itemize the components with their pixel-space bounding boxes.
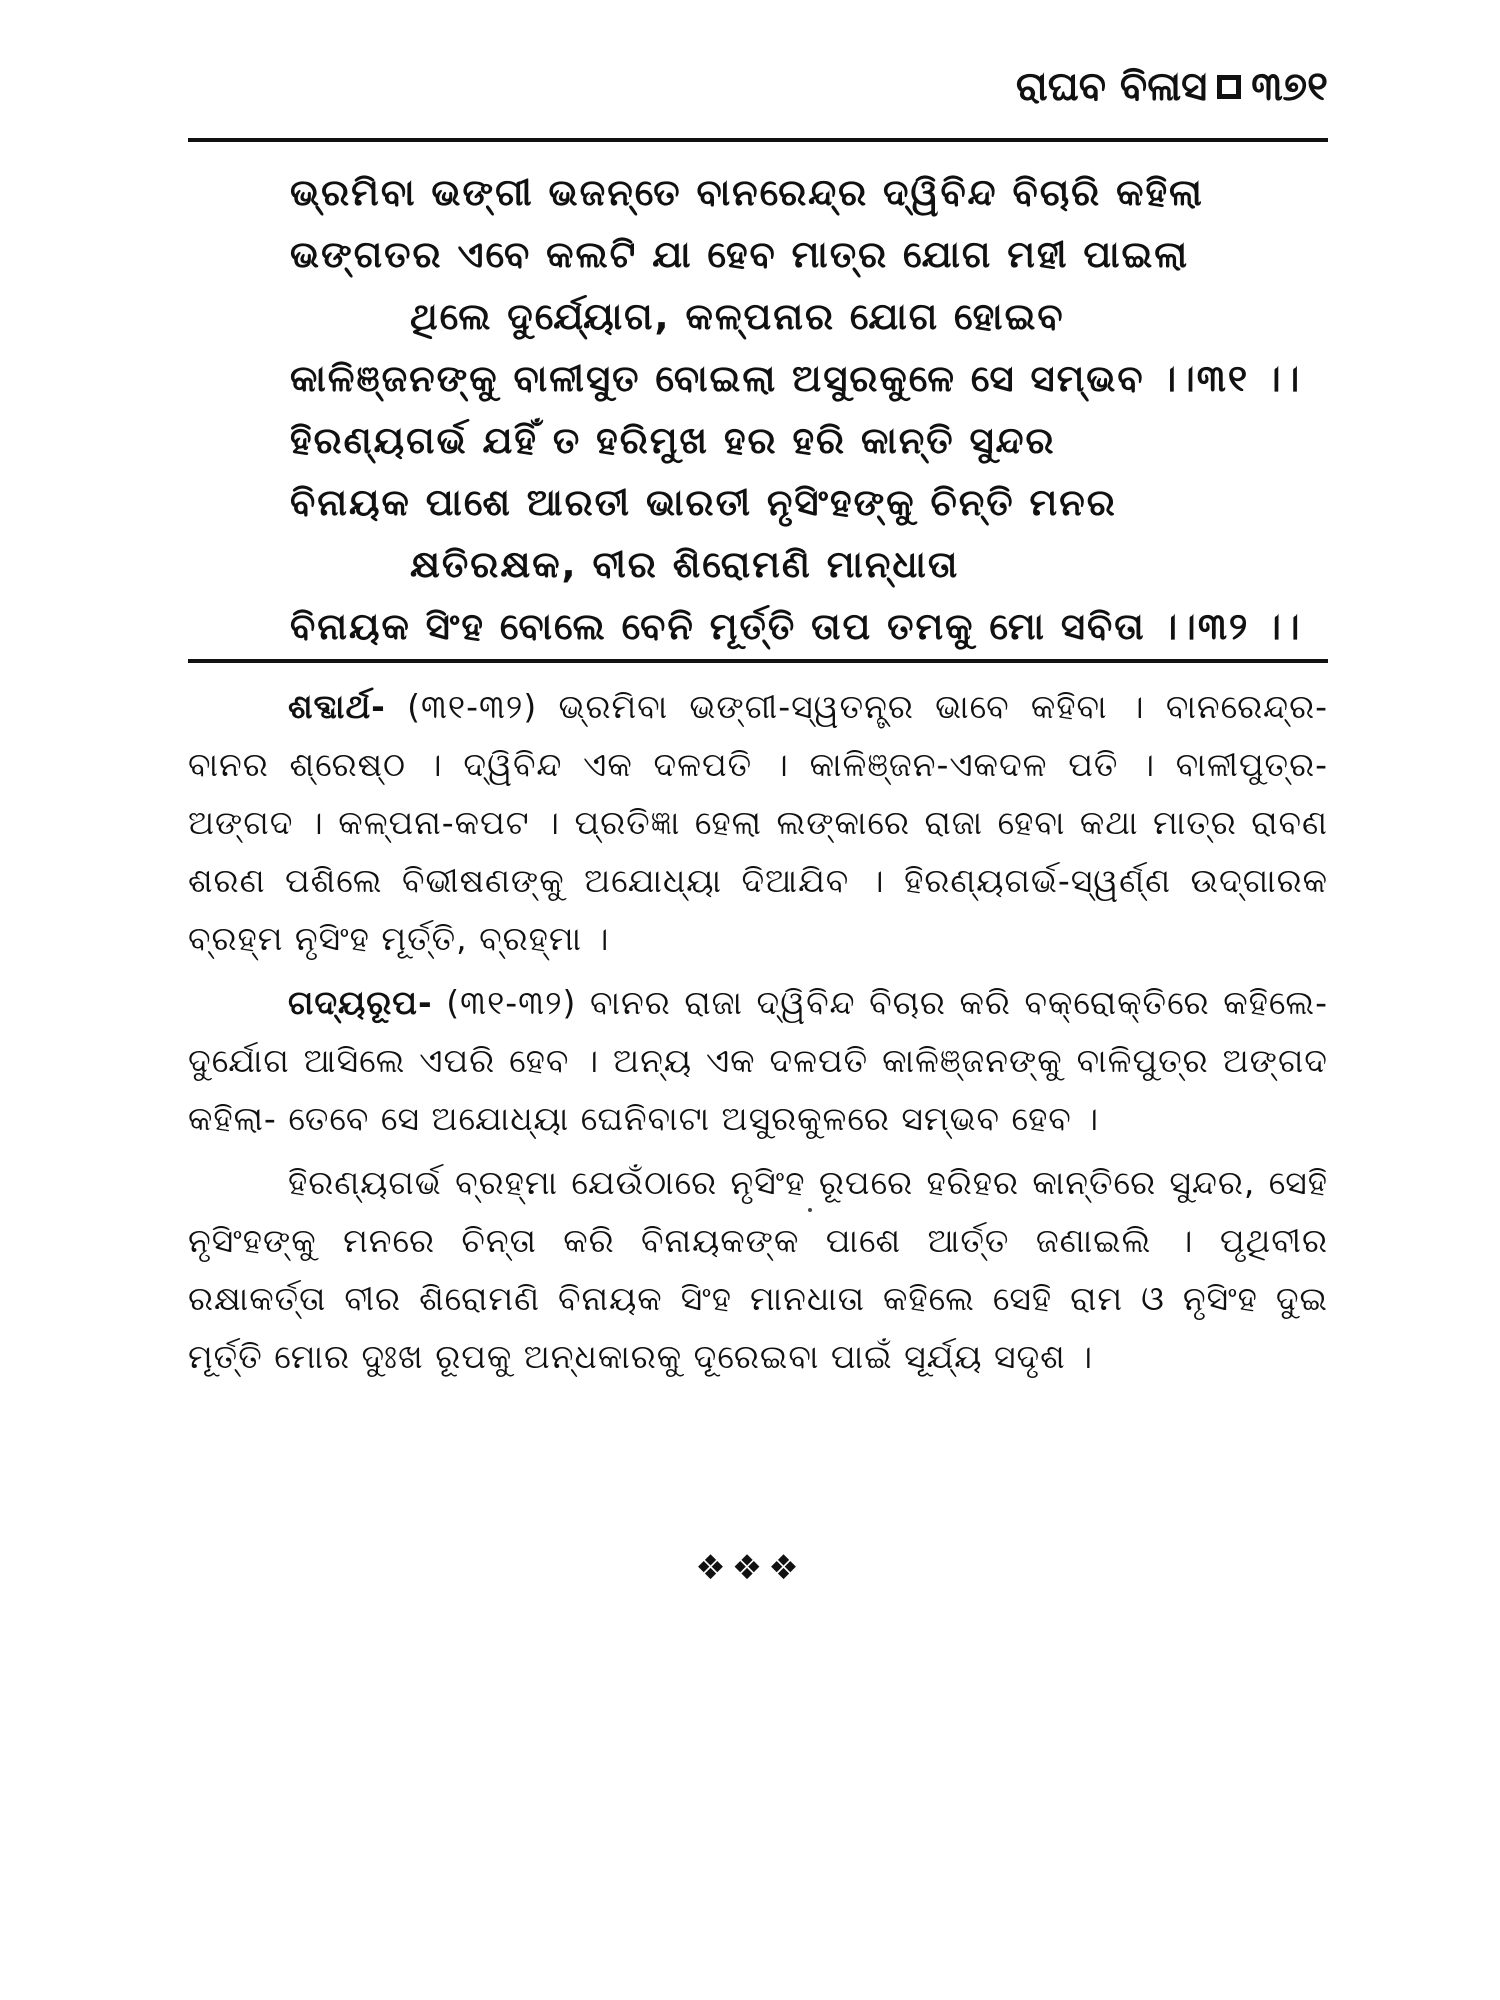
verse-line: କାଳିଞ୍ଜନଙ୍କୁ ବାଳୀସୁତ ବୋଇଲା ଅସୁରକୁଳେ ସେ ସମ୍ଭବ ।।୩୧ ।। (290, 357, 1302, 400)
page-number: ୩୭୧ (1251, 64, 1328, 110)
prose-form-text: (୩୧-୩୨) ବାନର ରାଜା ଦ୍ୱିବିନ୍ଦ ବିଚାର କରି ବକ୍ରୋକ୍ତିରେ କହିଲେ- ଦୁର୍ଯୋଗ ଆସିଲେ ଏପରି ହେବ । ଅନ୍ୟ ଏକ ଦଳପତି କାଳିଞ୍ଜନଙ୍କୁ ବାଳିପୁତ୍ର ଅଙ୍ଗଦ କହିଲା- ତେବେ ସେ ଅଯୋଧ୍ୟା ଘେନିବାଟା ଅସୁରକୁଳରେ ସମ୍ଭବ ହେବ । (188, 983, 1328, 1138)
prose-form-label: ଗଦ୍ୟରୂପ- (288, 983, 433, 1022)
commentary-block (188, 678, 1328, 1392)
verse-block (290, 162, 1330, 658)
running-header (1016, 64, 1328, 110)
verse-line: ଭଙ୍ଗତର ଏବେ କଲଟି ଯା ହେବ ମାତ୍ର ଯୋଗ ମହୀ ପାଇଲା (290, 233, 1190, 276)
verse-line: କ୍ଷତିରକ୍ଷକ, ବୀର ଶିରୋମଣି ମାନ୍ଧାତା (410, 543, 960, 586)
verse-line: ଭ୍ରମିବା ଭଙ୍ଗୀ ଭଜନ୍ତେ ବାନରେନ୍ଦ୍ର ଦ୍ୱିବିନ୍ଦ ବିଚାରି କହିଲା (290, 171, 1204, 214)
scan-speck (808, 1208, 812, 1212)
verse-line: ବିନାୟକ ପାଶେ ଆରତୀ ଭାରତୀ ନୃସିଂହଙ୍କୁ ଚିନ୍ତି ମନର (290, 481, 1117, 524)
verse-rule (188, 659, 1328, 663)
explanation-text: ହିରଣ୍ୟଗର୍ଭ ବ୍ରହ୍ମା ଯେଉଁଠାରେ ନୃସିଂହ ରୂପରେ ହରିହର କାନ୍ତିରେ ସୁନ୍ଦର, ସେହି ନୃସିଂହଙ୍କୁ ମନରେ ଚିନ୍ତା କରି ବିନାୟକଙ୍କ ପାଶେ ଆର୍ତ୍ତ ଜଣାଇଲି । ପୃଥିବୀର ରକ୍ଷାକର୍ତ୍ତା ବୀର ଶିରୋମଣି ବିନାୟକ ସିଂହ ମାନଧାତା କହିଲେ ସେହି ରାମ ଓ ନୃସିଂହ ଦୁଇ ମୂର୍ତ୍ତି ମୋର ଦୁଃଖ ରୂପକୁ ଅନ୍ଧକାରକୁ ଦୂରେଇବା ପାଇଁ ସୂର୍ଯ୍ୟ ସଦୃଶ । (188, 1163, 1328, 1376)
book-title: ରାଘବ ବିଳାସ (1015, 64, 1208, 110)
word-meaning-paragraph (188, 678, 1328, 968)
word-meaning-label: ଶବ୍ଦାର୍ଥ- (288, 687, 386, 726)
end-ornament: ❖❖❖ (695, 1548, 805, 1588)
verse-line: ବିନାୟକ ସିଂହ ବୋଲେ ବେନି ମୂର୍ତ୍ତି ତାପ ତମକୁ ମୋ ସବିତା ।।୩୨ ।। (290, 605, 1302, 648)
word-meaning-text: (୩୧-୩୨) ଭ୍ରମିବା ଭଙ୍ଗୀ-ସ୍ୱତନ୍ତ୍ର ଭାବେ କହିବା । ବାନରେନ୍ଦ୍ର-ବାନର ଶ୍ରେଷ୍ଠ । ଦ୍ୱିବିନ୍ଦ ଏକ ଦଳପତି । କାଳିଞ୍ଜନ-ଏକଦଳ ପତି । ବାଳୀପୁତ୍ର-ଅଙ୍ଗଦ । କଳ୍ପନା-କପଟ । ପ୍ରତିଜ୍ଞା ହେଲା ଲଙ୍କାରେ ରାଜା ହେବା କଥା ମାତ୍ର ରାବଣ ଶରଣ ପଶିଲେ ବିଭୀଷଣଙ୍କୁ ଅଯୋଧ୍ୟା ଦିଆଯିବ । ହିରଣ୍ୟଗର୍ଭ-ସ୍ୱର୍ଣ୍ଣ ଉଦ୍‌ଗାରକ ବ୍ରହ୍ମ ନୃସିଂହ ମୂର୍ତ୍ତି, ବ୍ରହ୍ମା । (188, 687, 1328, 958)
verse-line: ଥିଲେ ଦୁର୍ଯ୍ୟୋଗ, କଳ୍ପନାର ଯୋଗ ହୋଇବ (410, 295, 1065, 338)
separator-box-icon (1217, 75, 1241, 99)
header-rule (188, 138, 1328, 142)
prose-form-paragraph (188, 974, 1328, 1148)
verse-line: ହିରଣ୍ୟଗର୍ଭ ଯହିଁ ତ ହରିମୁଖ ହର ହରି କାନ୍ତି ସୁନ୍ଦର (290, 419, 1056, 462)
explanation-paragraph (188, 1154, 1328, 1386)
